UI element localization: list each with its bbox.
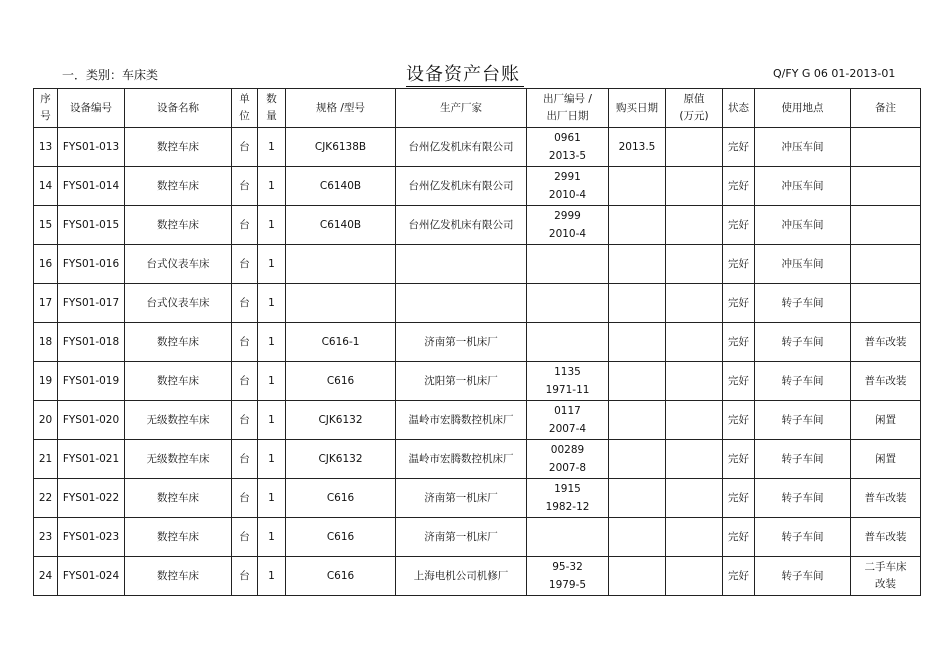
header-code: 设备编号 [58,89,125,128]
cell-location: 转子车间 [755,362,851,401]
cell-serial [527,440,609,479]
cell-serial [527,128,609,167]
header-purchase-date: 购买日期 [609,89,666,128]
cell-name: 数控车床 [125,479,232,518]
serial-number: 2991 [554,171,581,183]
cell-value [666,245,723,284]
cell-status: 完好 [723,401,755,440]
cell-purchase-date [609,440,666,479]
table-row [34,245,921,284]
cell-location: 冲压车间 [755,128,851,167]
manufacture-date: 2010-4 [548,228,587,240]
cell-unit: 台 [232,323,258,362]
header-location: 使用地点 [755,89,851,128]
cell-status: 完好 [723,518,755,557]
header-maker: 生产厂家 [396,89,527,128]
cell-qty: 1 [258,284,286,323]
cell-location: 转子车间 [755,401,851,440]
note-line: 改装 [875,578,896,590]
cell-code: FYS01-022 [58,479,125,518]
cell-model: C616 [286,557,396,596]
cell-unit: 台 [232,128,258,167]
cell-note: 闲置 [851,401,921,440]
cell-name: 数控车床 [125,557,232,596]
serial-number: 1915 [554,483,581,495]
cell-note: 普车改装 [851,479,921,518]
cell-status: 完好 [723,284,755,323]
cell-unit: 台 [232,518,258,557]
cell-maker [396,284,527,323]
cell-name: 数控车床 [125,206,232,245]
cell-unit: 台 [232,440,258,479]
cell-note: 普车改装 [851,362,921,401]
cell-qty: 1 [258,362,286,401]
cell-qty: 1 [258,206,286,245]
cell-code: FYS01-024 [58,557,125,596]
cell-location: 转子车间 [755,557,851,596]
cell-unit: 台 [232,284,258,323]
cell-code: FYS01-019 [58,362,125,401]
cell-value [666,518,723,557]
cell-location: 转子车间 [755,284,851,323]
cell-model: C616 [286,479,396,518]
cell-no: 15 [34,206,58,245]
cell-code: FYS01-017 [58,284,125,323]
cell-purchase-date [609,362,666,401]
cell-value [666,362,723,401]
cell-code: FYS01-023 [58,518,125,557]
cell-no: 24 [34,557,58,596]
manufacture-date: 2010-4 [548,189,587,201]
cell-unit: 台 [232,362,258,401]
cell-status: 完好 [723,440,755,479]
header-model: 规格 /型号 [286,89,396,128]
cell-no: 14 [34,167,58,206]
header-unit: 单 位 [232,89,258,128]
cell-serial [527,518,609,557]
cell-location: 转子车间 [755,518,851,557]
table-row [34,323,921,362]
header-value: 原值 (万元) [666,89,723,128]
manufacture-date: 2013-5 [548,150,587,162]
header-qty: 数 量 [258,89,286,128]
header-name: 设备名称 [125,89,232,128]
cell-value [666,401,723,440]
cell-unit: 台 [232,557,258,596]
cell-note: 闲置 [851,440,921,479]
manufacture-date: 2007-4 [548,423,587,435]
cell-name: 数控车床 [125,128,232,167]
cell-model [286,245,396,284]
cell-status: 完好 [723,362,755,401]
cell-value [666,557,723,596]
cell-qty: 1 [258,128,286,167]
cell-qty: 1 [258,401,286,440]
cell-purchase-date [609,479,666,518]
cell-qty: 1 [258,167,286,206]
table-row [34,128,921,167]
cell-no: 13 [34,128,58,167]
cell-no: 19 [34,362,58,401]
cell-no: 21 [34,440,58,479]
cell-note [851,245,921,284]
cell-status: 完好 [723,557,755,596]
cell-name: 台式仪表车床 [125,245,232,284]
cell-maker: 台州亿发机床有限公司 [396,128,527,167]
cell-name: 无级数控车床 [125,440,232,479]
cell-purchase-date [609,245,666,284]
cell-status: 完好 [723,479,755,518]
cell-name: 数控车床 [125,167,232,206]
cell-location: 冲压车间 [755,245,851,284]
serial-number: 0117 [554,405,581,417]
cell-no: 20 [34,401,58,440]
cell-qty: 1 [258,245,286,284]
manufacture-date: 1979-5 [548,579,587,591]
cell-model: CJK6132 [286,401,396,440]
serial-number: 2999 [554,210,581,222]
cell-purchase-date [609,167,666,206]
cell-status: 完好 [723,167,755,206]
cell-location: 冲压车间 [755,206,851,245]
cell-note [851,167,921,206]
cell-note: 普车改装 [851,518,921,557]
cell-status: 完好 [723,245,755,284]
cell-model: C616 [286,518,396,557]
cell-location: 转子车间 [755,440,851,479]
cell-serial [527,479,609,518]
cell-location: 转子车间 [755,323,851,362]
header-note: 备注 [851,89,921,128]
cell-serial [527,245,609,284]
table-row [34,284,921,323]
cell-unit: 台 [232,479,258,518]
table-row [34,362,921,401]
cell-purchase-date [609,518,666,557]
cell-purchase-date: 2013.5 [609,128,666,167]
cell-model: C616-1 [286,323,396,362]
table-header-row [34,89,921,128]
table-row [34,440,921,479]
cell-unit: 台 [232,167,258,206]
cell-location: 转子车间 [755,479,851,518]
cell-model [286,284,396,323]
cell-qty: 1 [258,479,286,518]
manufacture-date: 2007-8 [548,462,587,474]
cell-status: 完好 [723,323,755,362]
cell-note: 普车改装 [851,323,921,362]
cell-purchase-date [609,206,666,245]
cell-code: FYS01-020 [58,401,125,440]
header-status: 状态 [723,89,755,128]
table-row [34,518,921,557]
cell-code: FYS01-015 [58,206,125,245]
cell-purchase-date [609,401,666,440]
cell-value [666,167,723,206]
table-row [34,557,921,596]
cell-value [666,479,723,518]
cell-maker: 台州亿发机床有限公司 [396,167,527,206]
table-row [34,401,921,440]
cell-maker: 温岭市宏腾数控机床厂 [396,401,527,440]
cell-code: FYS01-014 [58,167,125,206]
cell-value [666,440,723,479]
cell-serial [527,206,609,245]
cell-unit: 台 [232,206,258,245]
table-row [34,479,921,518]
cell-no: 18 [34,323,58,362]
cell-maker: 济南第一机床厂 [396,323,527,362]
cell-code: FYS01-013 [58,128,125,167]
cell-maker: 台州亿发机床有限公司 [396,206,527,245]
note-line: 二手车床 [864,561,907,573]
cell-note [851,128,921,167]
cell-note [851,284,921,323]
cell-status: 完好 [723,206,755,245]
cell-maker: 沈阳第一机床厂 [396,362,527,401]
cell-value [666,284,723,323]
cell-qty: 1 [258,440,286,479]
table-body [34,128,921,596]
cell-qty: 1 [258,323,286,362]
cell-no: 17 [34,284,58,323]
cell-model: CJK6132 [286,440,396,479]
cell-maker [396,245,527,284]
cell-maker: 上海电机公司机修厂 [396,557,527,596]
table-row [34,206,921,245]
serial-number: 95-32 [552,561,583,573]
cell-serial [527,323,609,362]
asset-ledger-table [33,88,921,596]
cell-note [851,206,921,245]
cell-no: 23 [34,518,58,557]
header-serial: 出厂编号 / 出厂日期 [527,89,609,128]
header-no: 序 号 [34,89,58,128]
category-label: 一．类别：车床类 [62,68,159,82]
serial-number: 00289 [550,444,585,456]
cell-qty: 1 [258,518,286,557]
cell-serial [527,167,609,206]
cell-location: 冲压车间 [755,167,851,206]
cell-unit: 台 [232,401,258,440]
cell-value [666,206,723,245]
cell-name: 数控车床 [125,362,232,401]
manufacture-date: 1971-11 [545,384,590,396]
document-code: Q/FY G 06 01-2013-01 [773,67,896,80]
serial-number: 0961 [554,132,581,144]
cell-purchase-date [609,557,666,596]
cell-name: 无级数控车床 [125,401,232,440]
cell-serial [527,557,609,596]
document-title: 设备资产台账 [406,60,524,87]
cell-code: FYS01-021 [58,440,125,479]
cell-serial [527,284,609,323]
cell-code: FYS01-018 [58,323,125,362]
cell-name: 数控车床 [125,518,232,557]
cell-status: 完好 [723,128,755,167]
cell-name: 数控车床 [125,323,232,362]
cell-note [851,557,921,596]
cell-serial [527,362,609,401]
cell-no: 22 [34,479,58,518]
cell-model: CJK6138B [286,128,396,167]
cell-model: C6140B [286,206,396,245]
cell-value [666,323,723,362]
cell-purchase-date [609,323,666,362]
cell-no: 16 [34,245,58,284]
cell-purchase-date [609,284,666,323]
cell-qty: 1 [258,557,286,596]
cell-maker: 济南第一机床厂 [396,479,527,518]
cell-value [666,128,723,167]
manufacture-date: 1982-12 [545,501,590,513]
cell-serial [527,401,609,440]
cell-model: C616 [286,362,396,401]
cell-model: C6140B [286,167,396,206]
table-row [34,167,921,206]
cell-unit: 台 [232,245,258,284]
serial-number: 1135 [554,366,581,378]
cell-maker: 温岭市宏腾数控机床厂 [396,440,527,479]
cell-maker: 济南第一机床厂 [396,518,527,557]
document-header [0,60,950,86]
cell-name: 台式仪表车床 [125,284,232,323]
cell-code: FYS01-016 [58,245,125,284]
